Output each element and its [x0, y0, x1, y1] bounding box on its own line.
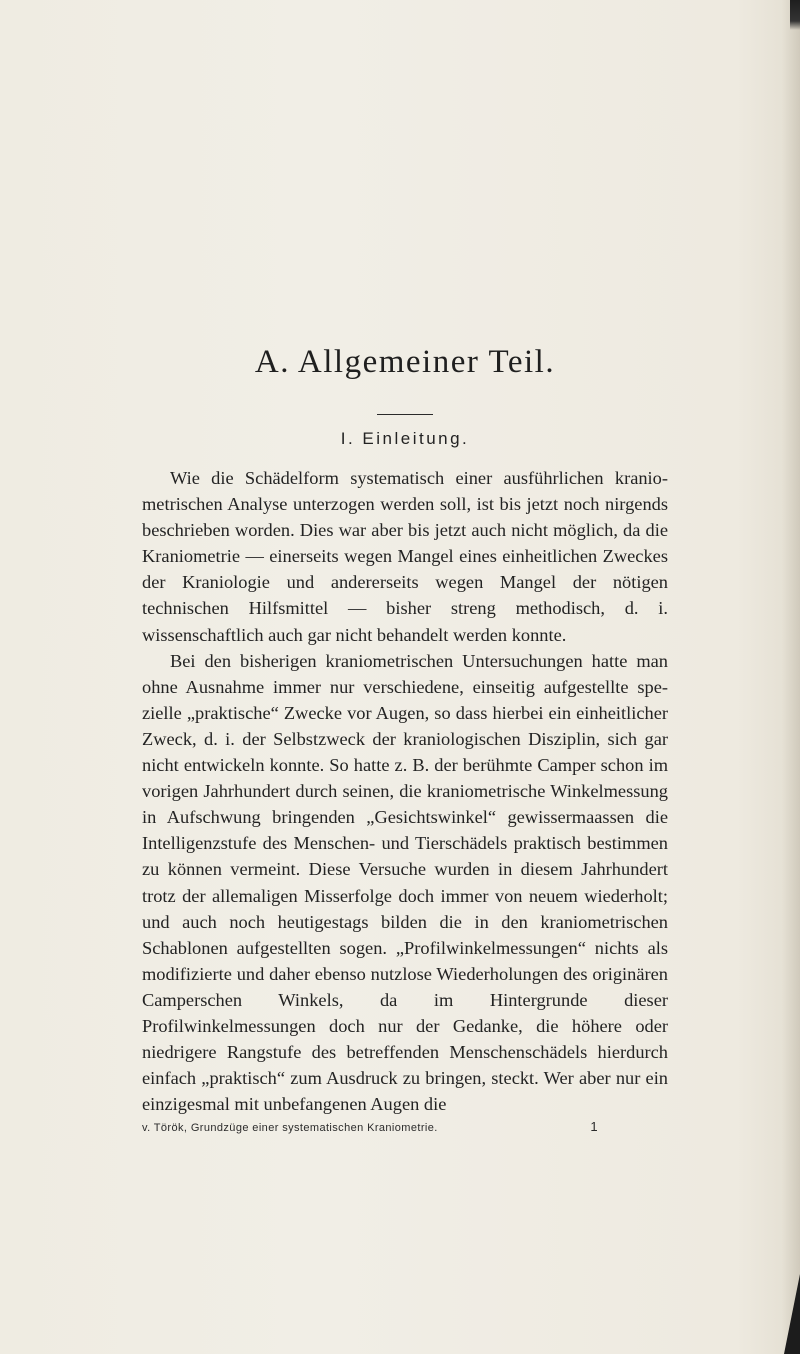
paragraph-2: Bei den bisherigen kraniometrischen Untersuchungen hatte man ohne Ausnahme immer nur verschiedene, einseitig aufgestellte spezielle „praktische“ Zwecke vor Augen, so dass hierbei ein einheitlicher Zweck, d. i. der Selbstzweck der kraniologischen Disziplin, sich gar nicht entwickeln konnte. So hatte z. B. der berühmte Camper schon im vorigen Jahrhundert durch seinen, die kraniometrische Winkelmessung in Aufschwung bringenden „Gesichtswinkel“ gewissermaassen die Intelligenzstufe des Menschen- und Tierschädels praktisch bestimmen zu können vermeint. Diese Versuche wurden in diesem Jahrhundert trotz der allemaligen Misserfolge doch immer von neuem wiederholt; und auch noch heutigestags bilden die in den kraniometrischen Schablonen aufgestellten sogen. „Profilwinkelmessungen“ nichts als modifizierte und daher ebenso nutzlose Wiederholungen des originären Camperschen Winkels, da im Hintergrunde dieser Profilwinkelmessungen doch nur der Gedanke, die höhere oder niedrigere Rangstufe des betreffenden Menschenschädels hierdurch einfach „praktisch“ zum Ausdruck zu bringen, steckt. Wer aber nur ein einzigesmal mit unbefangenen Augen die — [142, 650, 668, 1115]
scan-corner-top — [790, 0, 800, 30]
paragraph-1: Wie die Schädelform systematisch einer ausführlichen kraniometrischen Analyse unterzogen werden soll, ist bis jetzt noch nirgends beschrieben worden. Dies war aber bis jetzt auch nicht möglich, da die Kraniometrie — einerseits wegen Mangel eines einheitlichen Zweckes der Kraniologie und andererseits wegen Mangel der nötigen technischen Hilfsmittel — bisher streng methodisch, d. i. wissenschaftlich auch gar nicht behandelt werden konnte. — [142, 468, 668, 645]
page-content — [142, 336, 668, 1136]
page-number: 1 — [590, 1119, 598, 1135]
signature-line: v. Török, Grundzüge einer systematischen Kraniometrie. — [142, 1122, 438, 1135]
title-divider — [377, 414, 433, 415]
chapter-title: A. Allgemeiner Teil. — [254, 344, 556, 380]
page-footer — [142, 1119, 668, 1136]
scan-corner-bottom — [784, 1274, 800, 1354]
page-edge-shadow — [782, 0, 800, 1354]
section-title: I. Einleitung. — [340, 429, 470, 448]
